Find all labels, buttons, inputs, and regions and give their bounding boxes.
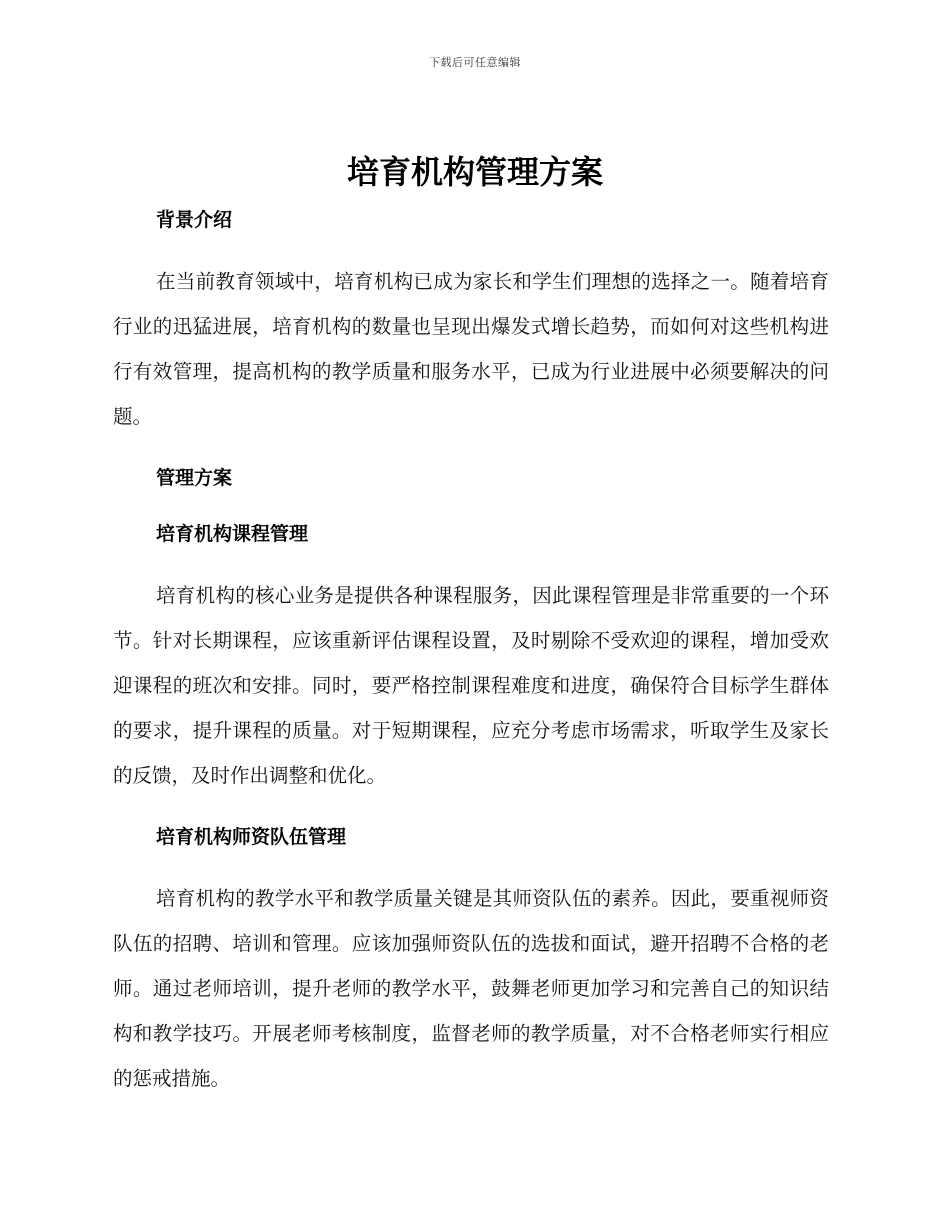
section-heading-teacher-management: 培育机构师资队伍管理 [156,826,347,848]
section-heading-background: 背景介绍 [156,209,233,231]
page-header: 下载后可任意编辑 [429,56,521,69]
section-heading-management-plan: 管理方案 [156,467,233,489]
document-body [113,203,829,1101]
paragraph-course-management: 培育机构的核心业务是提供各种课程服务，因此课程管理是非常重要的一个环节。针对长期课程，应该重新评估课程设置，及时剔除不受欢迎的课程，增加受欢迎课程的班次和安排。同时，要严格控制课程难度和进度，确保符合目标学生群体的要求，提升课程的质量。对于短期课程，应充分考虑市场需求，听取学生及家长的反馈，及时作出调整和优化。 [113,584,829,787]
document-title: 培育机构管理方案 [346,153,603,191]
section-heading-course-management: 培育机构课程管理 [156,523,309,545]
paragraph-teacher-management: 培育机构的教学水平和教学质量关键是其师资队伍的素养。因此，要重视师资队伍的招聘、培训和管理。应该加强师资队伍的选拔和面试，避开招聘不合格的老师。通过老师培训，提升老师的教学水平，鼓舞老师更加学习和完善自己的知识结构和教学技巧。开展老师考核制度，监督老师的教学质量，对不合格老师实行相应的惩戒措施。 [113,887,829,1090]
paragraph-background: 在当前教育领域中，培育机构已成为家长和学生们理想的选择之一。随着培育行业的迅猛进展，培育机构的数量也呈现出爆发式增长趋势，而如何对这些机构进行有效管理，提高机构的教学质量和服务水平，已成为行业进展中必须要解决的问题。 [113,270,829,428]
